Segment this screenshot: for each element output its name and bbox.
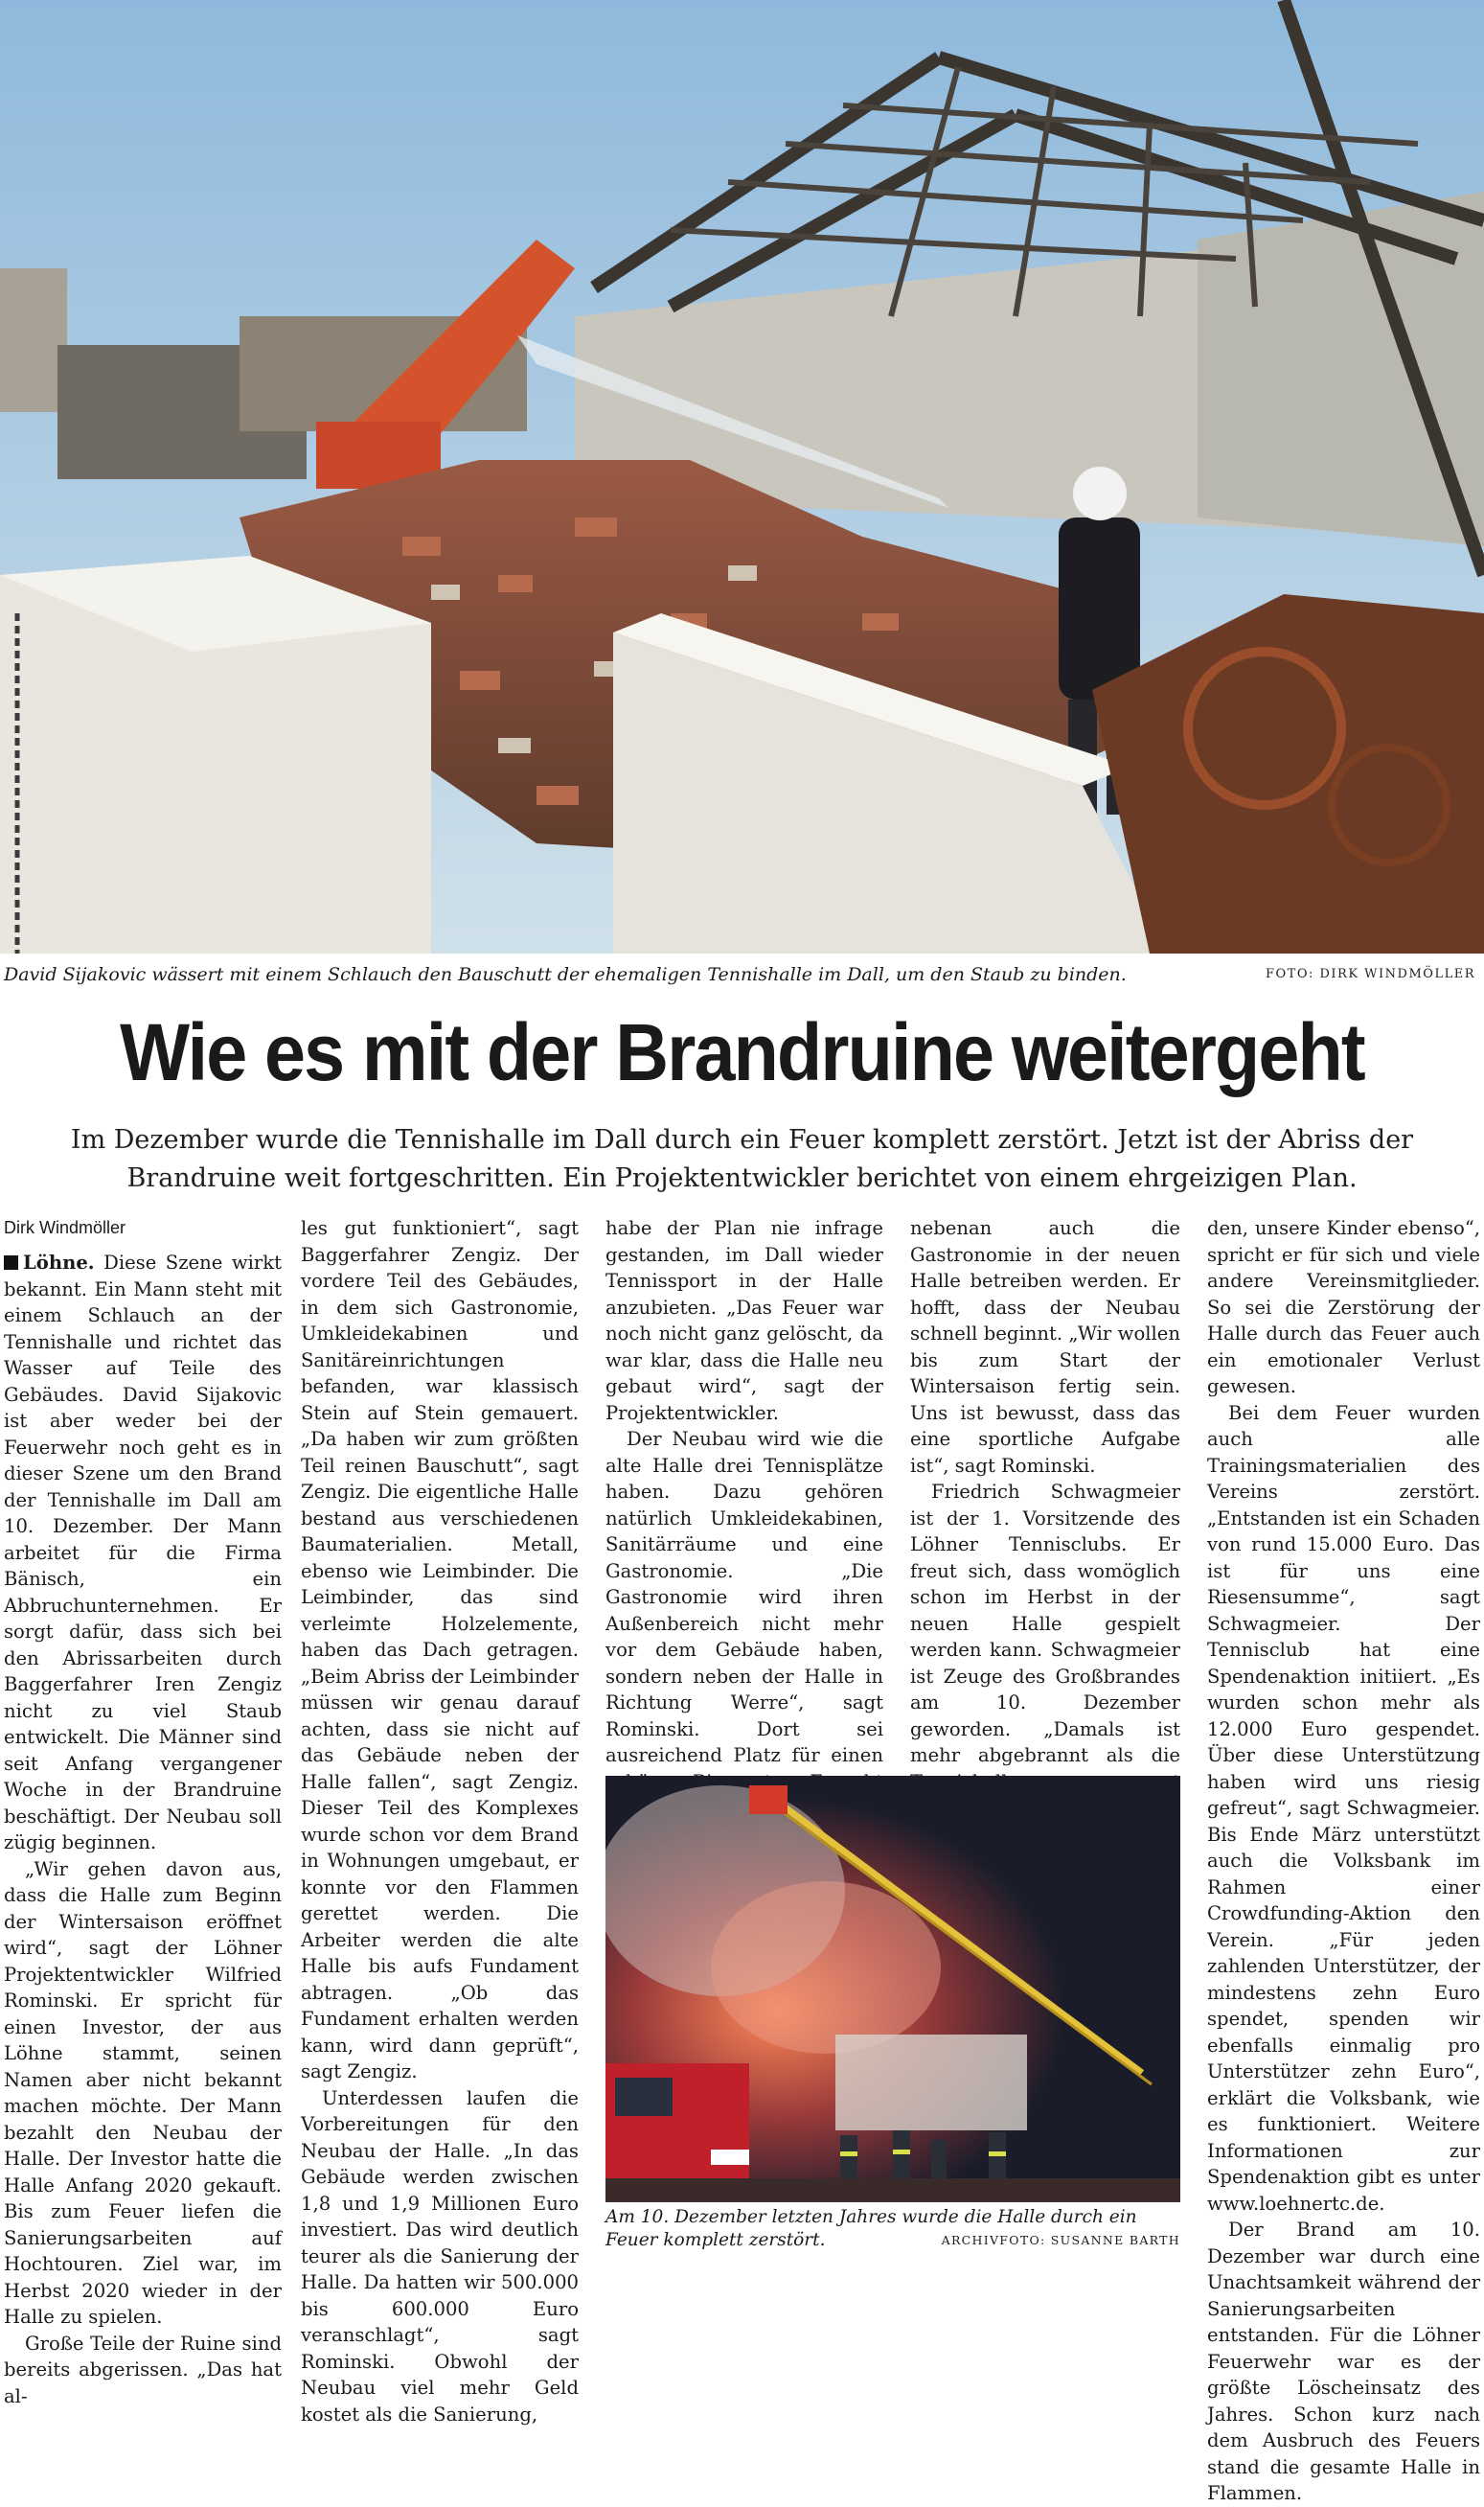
column-1 (4, 1215, 282, 2409)
article-paragraph (4, 1250, 282, 1856)
article-paragraph: nebenan auch die Gastronomie in der neuen Halle betreiben werden. Er hofft, dass der Neubau schnell beginnt. „Wir wollen bis zum Start der Wintersaison fertig sein. Uns ist bewusst, dass das eine sportliche Aufgabe ist“, sagt Rominski. (910, 1217, 1180, 1477)
article-paragraph: Friedrich Schwagmeier ist der 1. Vorsitzende des Löhner Tennisclubs. Er freut sich, dass womöglich schon im Herbst in der neuen Halle gespielt werden kann. Schwagmeier ist Zeuge des Großbrandes am 10. Dezember geworden. „Damals ist mehr abgebrannt als die (910, 1481, 1180, 1766)
fire-caption-text: Am 10. Dezember letzten Jahres wurde die Halle durch ein Feuer komplett zerstört. (605, 2207, 1137, 2250)
photo-credit: FOTO: DIRK WINDMÖLLER (1265, 967, 1475, 981)
fire-photo (605, 1776, 1180, 2202)
article-paragraph: Der Neubau wird wie die alte Halle drei Tennisplätze haben. Dazu gehören natürlich Umkleidekabinen, Sanitärräume und eine Gastronomie. „Die Gastronomie wird ihren Außenbereich nicht mehr vor dem Gebäude haben, sondern neben der Halle in Richtung Werre“, sagt Rominski. Dort sei ausreichend Platz für einen (605, 1428, 883, 1766)
fire-photo-credit: ARCHIVFOTO: SUSANNE BARTH (941, 2233, 1180, 2247)
paragraph-text: Diese Szene wirkt bekannt. Ein Mann steht mit einem Schlauch an der Tennishalle und richtet das Wasser auf Teile des Gebäudes. David Sijakovic ist aber weder bei der Feuerwehr noch geht es in dieser Szene um den Brand der Tennishalle im Dall am 10. Dezember. Der Mann arbeitet für die Firma Bänisch, ein Abbruchunternehmen. Er sorgt dafür, dass sich bei den Abrissarbeiten durch Baggerfahrer Iren Zengiz nicht zu viel Staub entwickelt. Die Männer sind seit Anfang vergangener Woche in der Brandruine beschäftigt. Der Neubau soll zügig beginnen. (4, 1252, 282, 1853)
column-5 (1207, 1215, 1480, 2507)
article-paragraph: Unterdessen laufen die Vorbereitungen für den Neubau der Halle. „In das Gebäude werden zwischen 1,8 und 1,9 Millionen Euro investiert. Das wird deutlich teurer als die Sanierung der Halle. Da hatten wir 500.000 bis 600.000 Euro veranschlagt“, sagt Rominski. Obwohl der Neubau viel mehr Geld kostet als die Sanierung, (301, 2086, 579, 2426)
photo-caption-text: David Sijakovic wässert mit einem Schlauch den Bauschutt der ehemaligen Tennishalle im Dall, um den Staub zu binden. (4, 964, 1127, 985)
article-paragraph: Große Teile der Ruine sind bereits abgerissen. „Das hat al- (4, 2332, 282, 2407)
column-2 (301, 1215, 579, 2427)
article-paragraph: Bei dem Feuer wurden auch alle Trainingsmaterialien des Vereins zerstört. „Entstanden ist ein Schaden von rund 15.000 Euro. Das ist für uns eine Riesensumme“, sagt Schwagmeier. Der Tennisclub hat eine Spendenaktion initiiert. „Es wurden schon mehr als 12.000 Euro gespendet. Über diese Unterstützung haben wird uns riesig gefreut“, sagt Schwagmeier. Bis Ende März unterstützt auch die Volksbank im Rahmen einer Crowdfunding-Aktion den Verein. „Für jeden zahlenden Unterstützer, der mindestens zehn Euro spendet, spenden wir ebenfalls einmalig pro Unterstützer zehn Euro“, erklärt die Volksbank, wie es funktioniert. Weitere Informationen zur Spendenaktion gibt es unter www.loehnertc.de. (1207, 1401, 1480, 2215)
article-paragraph: Der Brand am 10. Dezember war durch eine Unachtsamkeit während der Sanierungsarbeiten entstanden. Für die Löhner Feuerwehr war es der größte Löscheinsatz des Jahres. Schon kurz nach dem Ausbruch des Feuers stand die gesamte Halle in Flammen. (1207, 2219, 1480, 2504)
author-byline: Dirk Windmöller (4, 1218, 126, 1237)
photo-caption (4, 961, 1479, 988)
article-paragraph: den, unsere Kinder ebenso“, spricht er für sich und viele andere Vereinsmitglieder. So sei die Zerstörung der Halle durch das Feuer auch ein emotionaler Verlust gewesen. (1207, 1217, 1480, 1397)
bullet-square-icon (4, 1255, 18, 1270)
headline: Wie es mit der Brandruine weitergeht (120, 1007, 1364, 1097)
dateline: Löhne. (23, 1252, 95, 1274)
lead-paragraph: Im Dezember wurde die Tennishalle im Dall durch ein Feuer komplett zerstört. Jetzt ist der Abriss der Brandruine weit fortgeschritten. Ein Projektentwickler berichtet von einem ehrgeizigen Plan. (70, 1125, 1414, 1193)
article-paragraph: les gut funktioniert“, sagt Baggerfahrer Zengiz. Der vordere Teil des Gebäudes, in dem sich Gastronomie, Umkleidekabinen und Sanitäreinrichtungen befanden, war klassisch Stein auf Stein gemauert. „Da haben wir zum größten Teil reinen Bauschutt“, sagt Zengiz. Die eigentliche Halle bestand aus verschiedenen Baumaterialien. Metall, ebenso wie Leimbinder. Die Leimbinder, das sind verleimte Holzelemente, haben das Dach getragen. „Beim Abriss der Leimbinder müssen wir genau darauf achten, dass sie nicht auf das Gebäude neben der Halle fallen“, sagt Zengiz. Dieser Teil des Komplexes wurde schon vor dem Brand in Wohnungen umgebaut, er konnte vor den Flammen gerettet werden. Die Arbeiter werden die alte Halle bis aufs Fundament abtragen. „Ob das Fundament erhalten werden kann, wird dann geprüft“, sagt Zengiz. (301, 1217, 580, 2082)
article-paragraph: „Wir gehen davon aus, dass die Halle zum Beginn der Wintersaison eröffnet wird“, sagt der Löhner Projektentwickler Wilfried Rominski. Er spricht für einen Investor, der aus Löhne stammt, seinen Namen aber nicht bekannt machen möchte. Der Mann bezahlt den Neubau der Halle. Der Investor hatte die Halle Anfang 2020 gekauft. Bis zum Feuer liefen die Sanierungsarbeiten auf Hochtouren. Ziel war, im Herbst 2020 wieder in der Halle zu spielen. (4, 1857, 282, 2328)
main-photo (0, 0, 1484, 954)
fire-photo-caption (605, 2206, 1180, 2252)
article-paragraph: habe der Plan nie infrage gestanden, im Dall wieder Tennissport in der Halle anzubieten. „Das Feuer war noch nicht ganz gelöscht, da war klar, dass die Halle neu gebaut wird“, sagt der Projektentwickler. (605, 1217, 883, 1424)
